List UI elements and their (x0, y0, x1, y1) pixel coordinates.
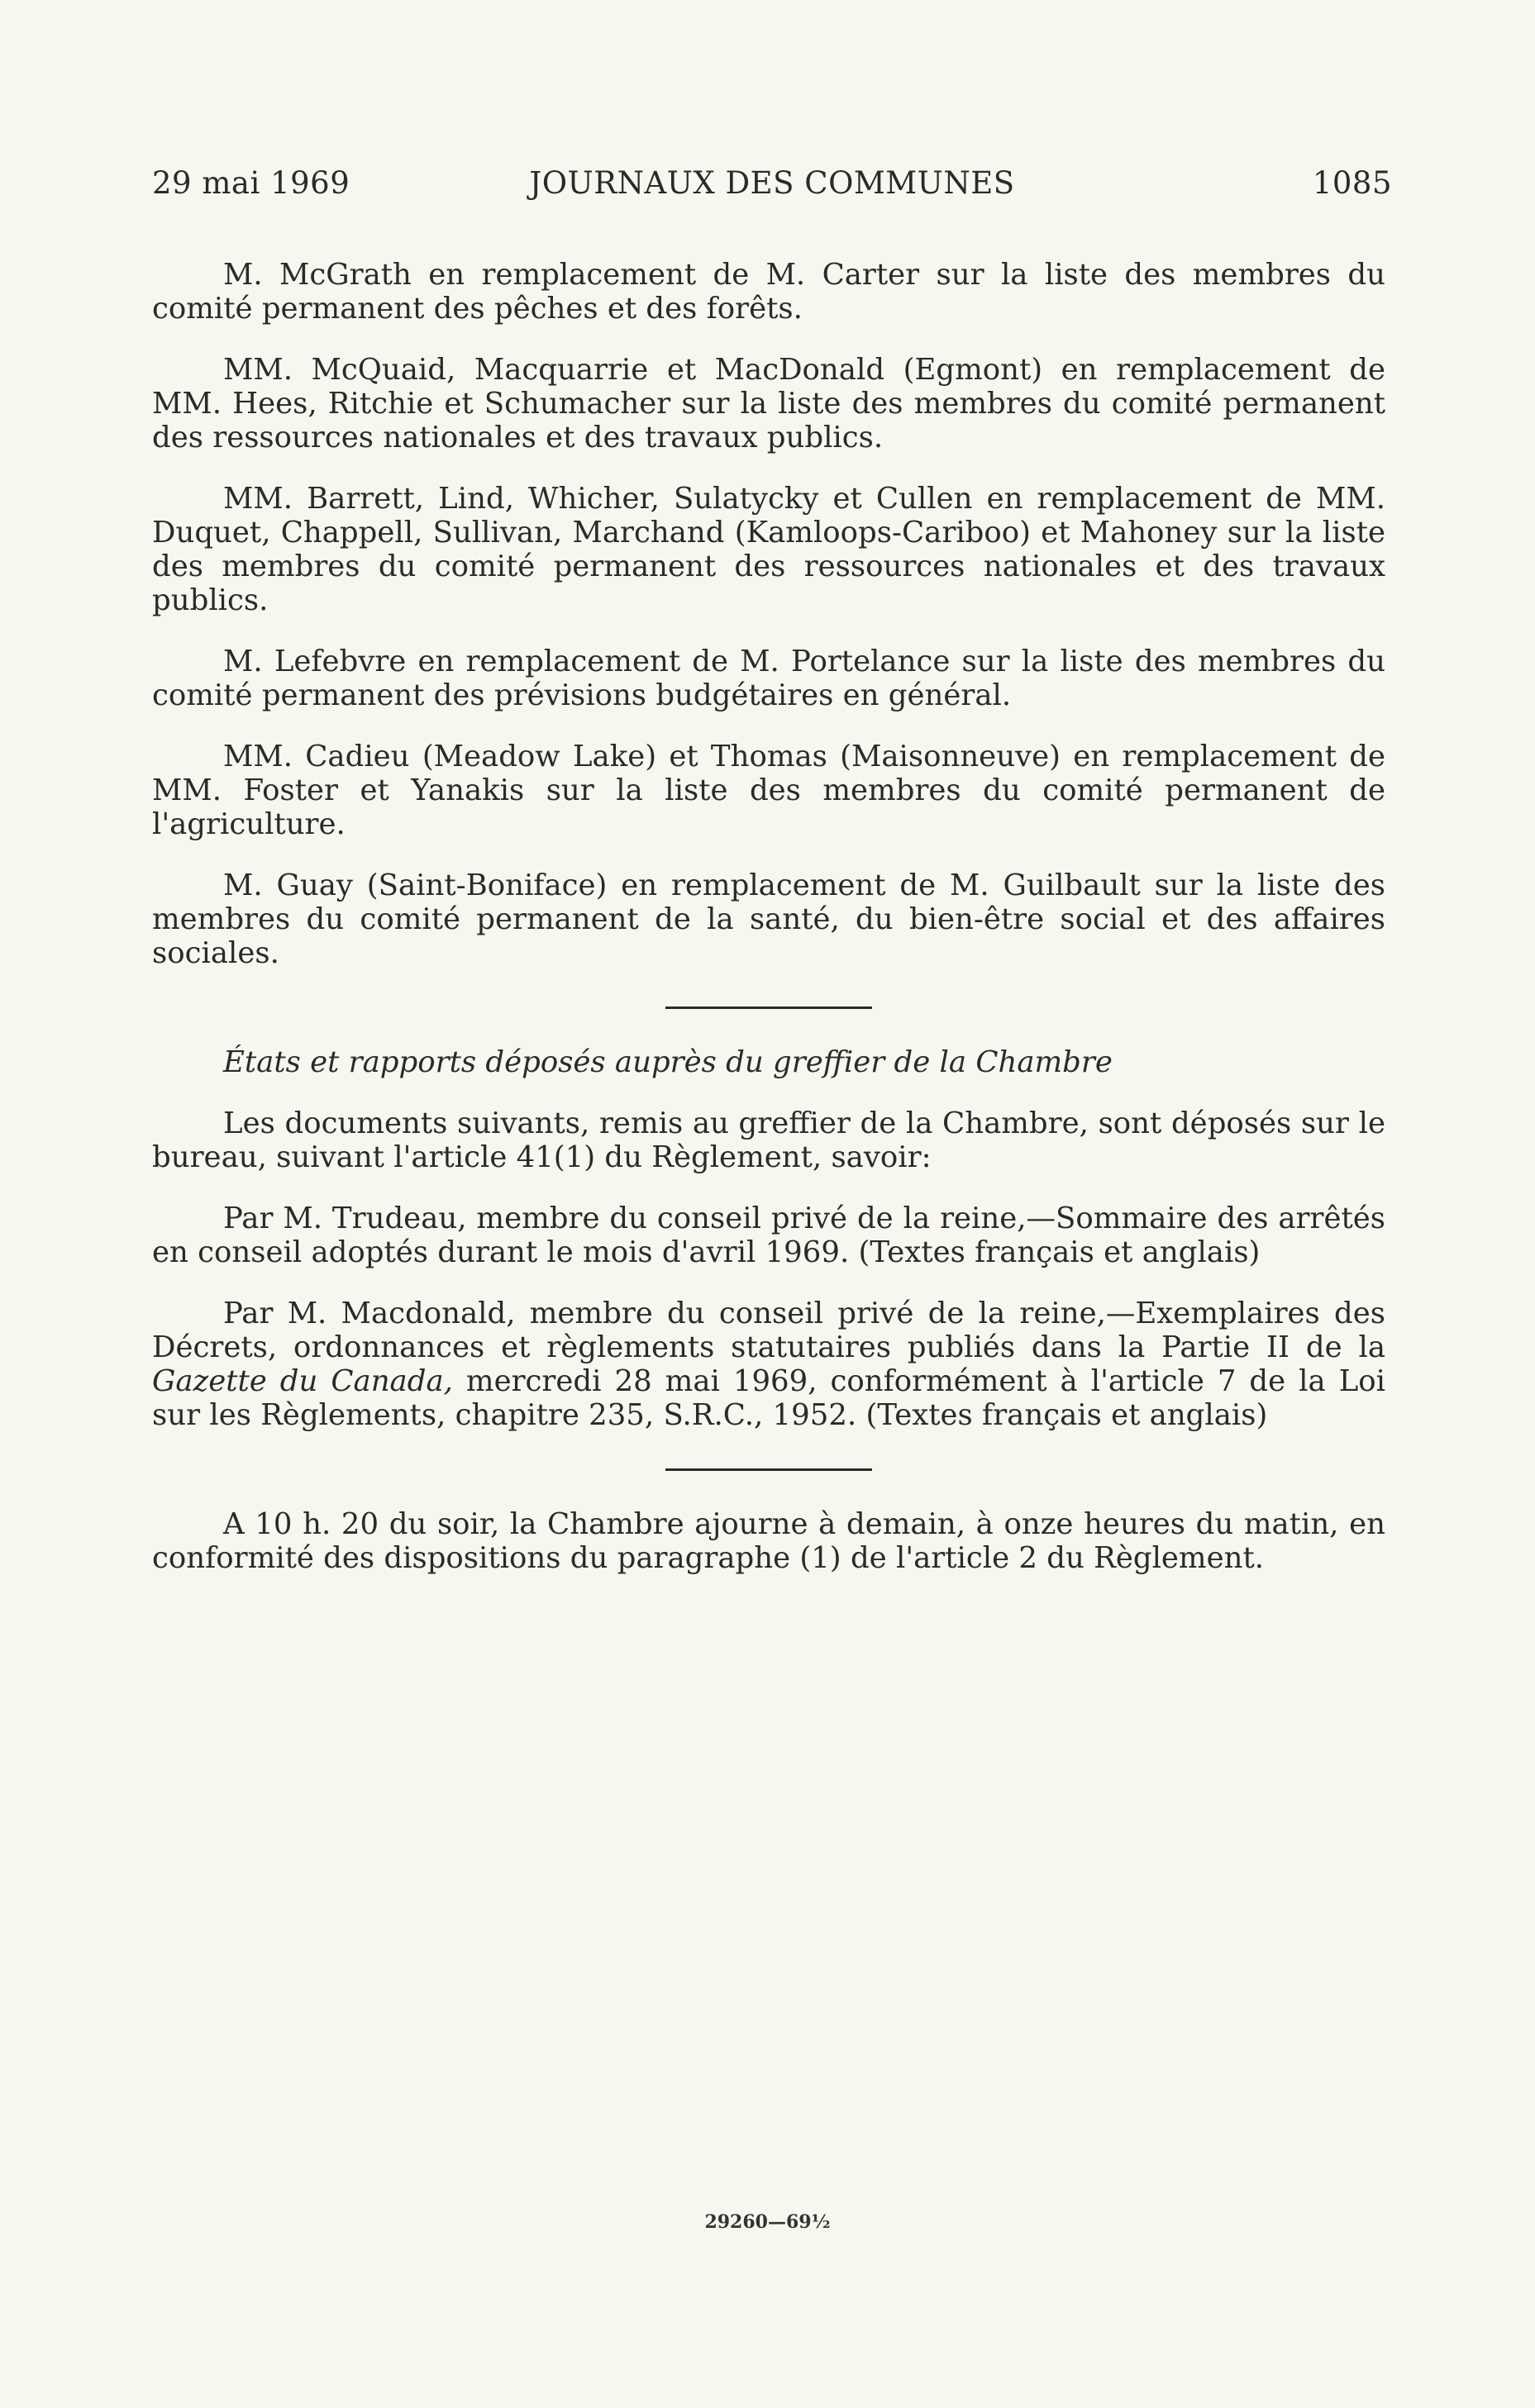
paragraph-mcquaid: MM. McQuaid, Macquarrie et MacDonald (Egmont) en remplacement de MM. Hees, Ritchie et Schumacher sur la liste des membres du comité permanent des ressources nationales et des travaux publics. (152, 353, 1385, 454)
closing-divider (665, 1468, 872, 1471)
macdonald-text-end: mercredi 28 mai 1969, conformément à l'article 7 de la Loi sur les Règlements, chapitre 235, S.R.C., 1952. (Textes français et anglais) (152, 1364, 1385, 1432)
header-date: 29 mai 1969 (152, 165, 350, 201)
paragraph-guay: M. Guay (Saint-Boniface) en remplacement de M. Guilbault sur la liste des membres du comité permanent de la santé, du bien-être social et des affaires sociales. (152, 868, 1385, 970)
paragraph-macdonald (152, 1297, 1385, 1432)
paragraph-documents-intro: Les documents suivants, remis au greffier de la Chambre, sont déposés sur le bureau, suivant l'article 41(1) du Règlement, savoir: (152, 1106, 1385, 1174)
journal-title: JOURNAUX DES COMMUNES (529, 165, 1015, 201)
paragraph-trudeau: Par M. Trudeau, membre du conseil privé de la reine,—Sommaire des arrêtés en conseil adoptés durant le mois d'avril 1969. (Textes français et anglais) (152, 1202, 1385, 1269)
paragraph-lefebvre: M. Lefebvre en remplacement de M. Portelance sur la liste des membres du comité permanent des prévisions budgétaires en général. (152, 645, 1385, 712)
printer-code: 29260—69½ (704, 2211, 831, 2233)
section-heading: États et rapports déposés auprès du greffier de la Chambre (223, 1045, 1113, 1079)
gazette-title: Gazette du Canada, (152, 1364, 453, 1398)
page-number: 1085 (1312, 165, 1392, 201)
paragraph-mcgrath: M. McGrath en remplacement de M. Carter sur la liste des membres du comité permanent des pêches et des forêts. (152, 258, 1385, 326)
paragraph-cadieu: MM. Cadieu (Meadow Lake) et Thomas (Maisonneuve) en remplacement de MM. Foster et Yanakis sur la liste des membres du comité permanent de l'agriculture. (152, 740, 1385, 841)
macdonald-text-start: Par M. Macdonald, membre du conseil privé de la reine,—Exemplaires des Décrets, ordonnances et règlements statutaires publiés dans la Partie II de la (152, 1297, 1385, 1364)
section-divider (665, 1007, 872, 1009)
running-header (152, 165, 1392, 215)
page-body (152, 258, 1385, 1602)
paragraph-adjournment: A 10 h. 20 du soir, la Chambre ajourne à demain, à onze heures du matin, en conformité des dispositions du paragraphe (1) de l'article 2 du Règlement. (152, 1507, 1385, 1575)
paragraph-barrett: MM. Barrett, Lind, Whicher, Sulatycky et Cullen en remplacement de MM. Duquet, Chappell, Sullivan, Marchand (Kamloops-Cariboo) et Mahoney sur la liste des membres du comité permanent des ressources nationales et des travaux publics. (152, 482, 1385, 617)
